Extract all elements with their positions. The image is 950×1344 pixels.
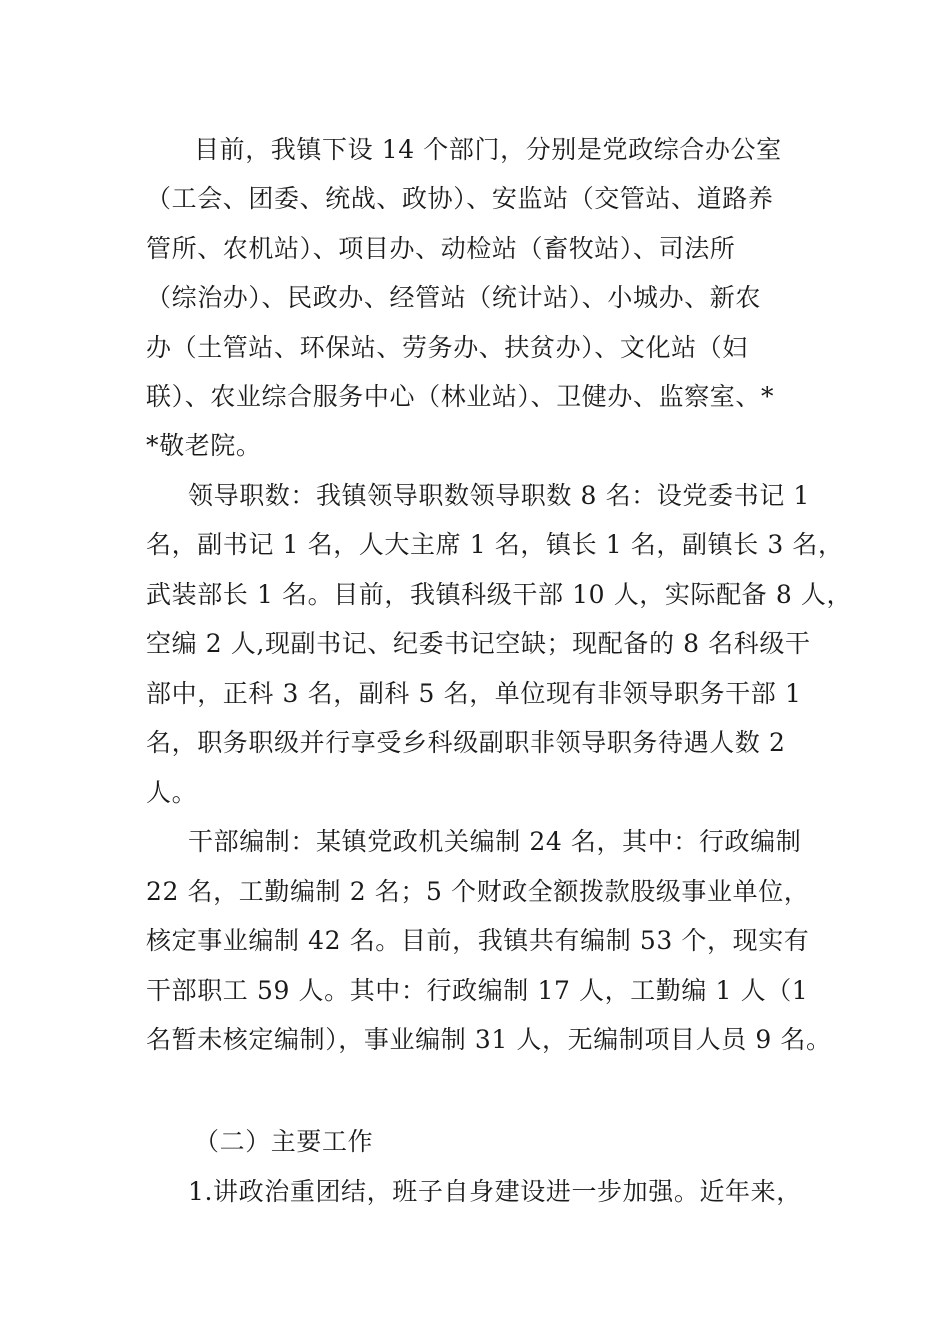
- paragraph-2-line-2: 名，副书记 1 名，人大主席 1 名，镇长 1 名，副镇长 3 名，: [146, 530, 844, 559]
- paragraph-2-line-7: 人。: [146, 778, 198, 807]
- paragraph-2-line-3: 武装部长 1 名。目前，我镇科级干部 10 人，实际配备 8 人，: [146, 580, 853, 609]
- paragraph-2-line-6: 名，职务职级并行享受乡科级副职非领导职务待遇人数 2: [146, 728, 786, 757]
- paragraph-3-line-2: 22 名，工勤编制 2 名；5 个财政全额拨款股级事业单位，: [146, 877, 810, 906]
- paragraph-1-line-2: （工会、团委、统战、政协）、安监站（交管站、道路养: [146, 184, 774, 213]
- paragraph-1-line-4: （综治办）、民政办、经管站（统计站）、小城办、新农: [146, 283, 762, 312]
- paragraph-3-line-1: 干部编制：某镇党政机关编制 24 名，其中：行政编制: [188, 827, 802, 856]
- paragraph-1-line-5: 办（土管站、环保站、劳务办、扶贫办）、文化站（妇: [146, 333, 748, 362]
- paragraph-2-line-4: 空编 2 人,现副书记、纪委书记空缺；现配备的 8 名科级干: [146, 629, 811, 658]
- paragraph-2-line-1: 领导职数：我镇领导职数领导职数 8 名：设党委书记 1: [188, 481, 810, 510]
- section-heading: （二）主要工作: [194, 1127, 374, 1156]
- paragraph-3-line-4: 干部职工 59 人。其中：行政编制 17 人，工勤编 1 人（1: [146, 976, 809, 1005]
- paragraph-3-line-3: 核定事业编制 42 名。目前，我镇共有编制 53 个，现实有: [146, 926, 810, 955]
- paragraph-1-line-6: 联）、农业综合服务中心（林业站）、卫健办、监察室、*: [146, 382, 775, 411]
- paragraph-2-line-5: 部中，正科 3 名，副科 5 名，单位现有非领导职务干部 1: [146, 679, 802, 708]
- paragraph-1-line-7: *敬老院。: [146, 431, 262, 460]
- paragraph-4-line-1: 1.讲政治重团结，班子自身建设进一步加强。近年来，: [188, 1177, 802, 1206]
- paragraph-3-line-5: 名暂未核定编制），事业编制 31 人，无编制项目人员 9 名。: [146, 1025, 832, 1054]
- paragraph-1-line-1: 目前，我镇下设 14 个部门，分别是党政综合办公室: [194, 135, 782, 164]
- paragraph-1-line-3: 管所、农机站）、项目办、动检站（畜牧站）、司法所: [146, 234, 736, 263]
